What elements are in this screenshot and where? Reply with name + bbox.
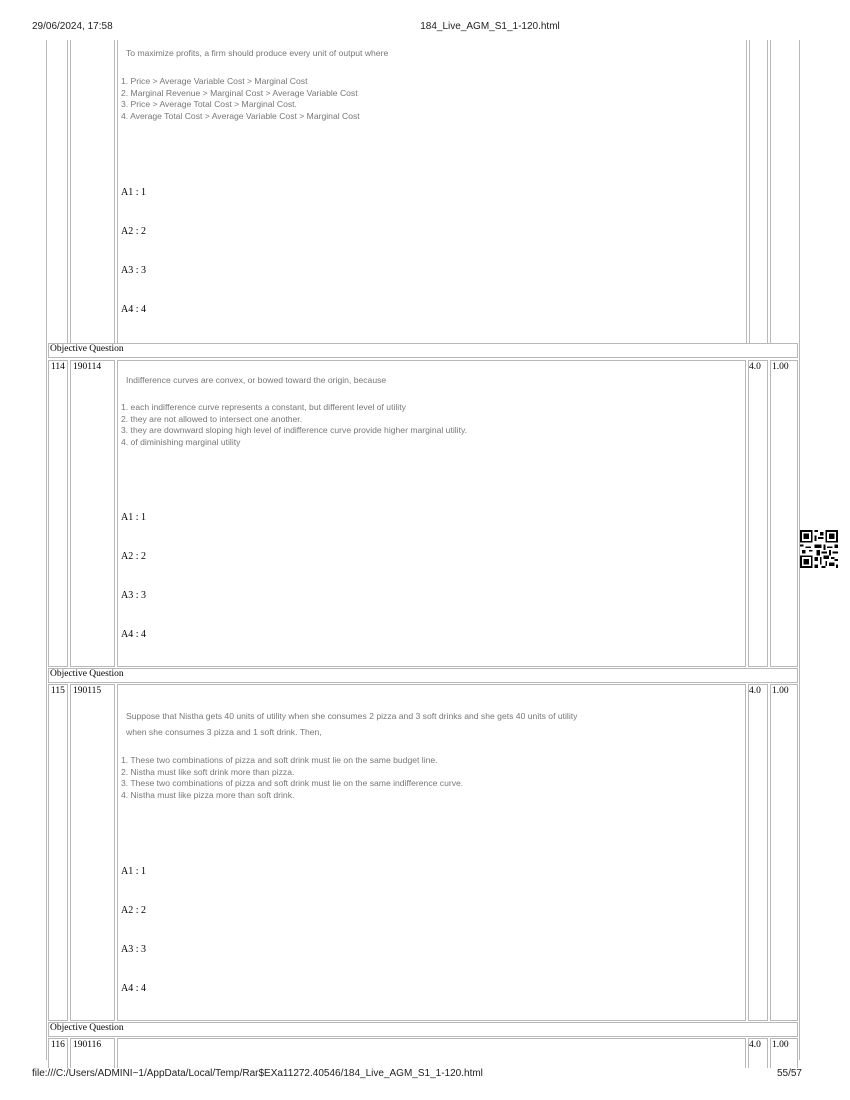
answer-1: A1 : 1 (121, 866, 146, 877)
option-4: 4. Average Total Cost > Average Variable Cost > Marginal Cost (121, 110, 360, 121)
option-3: 3. they are downward sloping high level of indifference curve provide higher marginal utility. (121, 425, 468, 435)
question-stem: To maximize profits, a firm should produce every unit of output where (126, 48, 389, 58)
question-number: 115 (51, 686, 65, 696)
option-list (121, 755, 463, 801)
question-cell (117, 1038, 746, 1068)
question-stem: Indifference curves are convex, or bowed toward the origin, because (126, 375, 387, 385)
question-number: 116 (51, 1040, 65, 1050)
answer-3: A3 : 3 (121, 944, 146, 955)
print-footer (0, 1068, 850, 1084)
marks: 4.0 (749, 686, 761, 696)
answer-2: A2 : 2 (121, 226, 146, 237)
answer-4: A4 : 4 (121, 304, 146, 315)
option-3: 3. These two combinations of pizza and soft drink must lie on the same indifference curve. (121, 778, 464, 788)
negative-marks: 1.00 (772, 362, 789, 372)
option-2: 2. Marginal Revenue > Marginal Cost > Average Variable Cost (121, 87, 358, 98)
marks-cell (748, 360, 768, 667)
negative-marks: 1.00 (772, 686, 789, 696)
print-title: 184_Live_AGM_S1_1-120.html (420, 21, 560, 32)
option-4: 4. Nistha must like pizza more than soft drink. (121, 789, 295, 800)
qid-cell (70, 360, 115, 667)
option-3: 3. Price > Average Total Cost > Marginal Cost. (121, 99, 297, 109)
answer-1: A1 : 1 (121, 512, 146, 523)
option-2: 2. Nistha must like soft drink more than pizza. (121, 766, 295, 777)
option-2: 2. they are not allowed to intersect one another. (121, 413, 303, 424)
answer-1: A1 : 1 (121, 187, 146, 198)
question-id: 190115 (73, 686, 102, 696)
answer-4: A4 : 4 (121, 629, 146, 640)
section-row (48, 1022, 798, 1037)
qr-code-icon (800, 530, 838, 568)
question-stem-line-2: when she consumes 3 pizza and 1 soft drink. Then, (126, 727, 322, 737)
marks-cell (748, 684, 768, 1021)
answer-3: A3 : 3 (121, 590, 146, 601)
marks: 4.0 (749, 1040, 761, 1050)
neg-cell (770, 684, 798, 1021)
answer-4: A4 : 4 (121, 983, 146, 994)
option-1: 1. These two combinations of pizza and soft drink must lie on the same budget line. (121, 755, 438, 765)
page-number: 55/57 (776, 1068, 802, 1079)
option-list (121, 402, 467, 448)
question-stem-line-1: Suppose that Nistha gets 40 units of utility when she consumes 2 pizza and 3 soft drinks and she gets 40 units of utility (126, 711, 578, 721)
option-1: 1. each indifference curve represents a constant, but different level of utility (121, 402, 406, 412)
sno-cell (48, 684, 68, 1021)
print-header (0, 21, 850, 37)
question-id: 190114 (73, 362, 102, 372)
option-1: 1. Price > Average Variable Cost > Marginal Cost (121, 76, 308, 86)
section-label: Objective Question (50, 344, 124, 354)
answer-3: A3 : 3 (121, 265, 146, 276)
sno-cell (48, 360, 68, 667)
answer-2: A2 : 2 (121, 551, 146, 562)
neg-cell (770, 360, 798, 667)
section-label: Objective Question (50, 1023, 124, 1033)
question-id: 190116 (73, 1040, 102, 1050)
answer-2: A2 : 2 (121, 905, 146, 916)
section-row (48, 343, 798, 358)
print-file-path: file:///C:/Users/ADMINI~1/AppData/Local/Temp/Rar$EXa11272.40546/184_Live_AGM_S1_1-120.html (32, 1068, 483, 1079)
option-list (121, 76, 360, 122)
option-4: 4. of diminishing marginal utility (121, 436, 241, 447)
marks: 4.0 (749, 362, 761, 372)
question-number: 114 (51, 362, 65, 372)
section-row (48, 668, 798, 683)
section-label: Objective Question (50, 669, 124, 679)
print-datetime: 29/06/2024, 17:58 (32, 21, 113, 32)
negative-marks: 1.00 (772, 1040, 789, 1050)
qid-cell (70, 684, 115, 1021)
